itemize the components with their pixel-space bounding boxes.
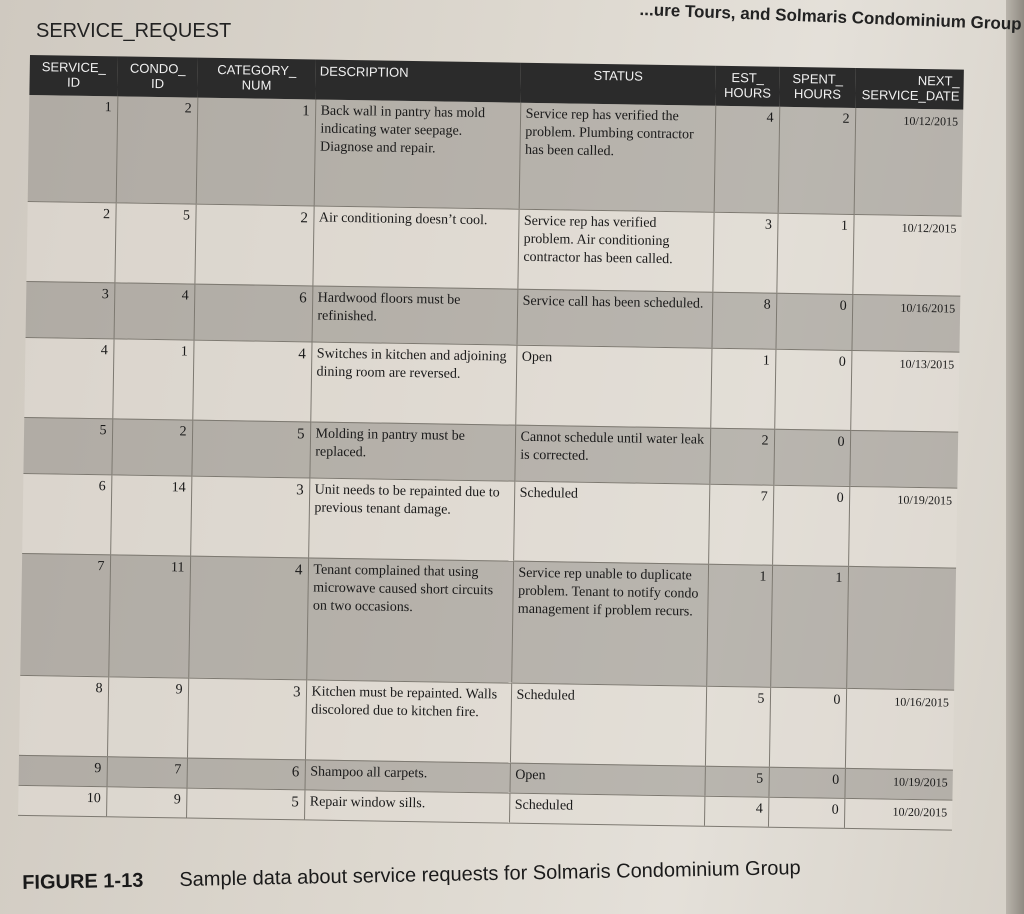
cell-status: Service rep has verified the problem. Plumbing contractor has been called. bbox=[519, 103, 716, 212]
column-header-next-service-date: NEXT_ SERVICE_DATE bbox=[855, 68, 964, 110]
cell-next-service-date: 10/16/2015 bbox=[851, 294, 960, 352]
cell-description: Switches in kitchen and adjoining dining room are reversed. bbox=[310, 341, 516, 424]
cell-status: Service rep unable to duplicate problem. Tenant to notify condo management if problem recurs. bbox=[511, 561, 708, 686]
cell-next-service-date bbox=[849, 430, 958, 488]
cell-next-service-date: 10/19/2015 bbox=[848, 486, 957, 568]
column-header-category-num: CATEGORY_ NUM bbox=[197, 58, 316, 100]
cell-condo-id: 7 bbox=[107, 756, 187, 787]
cell-description: Air conditioning doesn’t cool. bbox=[312, 205, 518, 288]
cell-spent-hours: 0 bbox=[773, 429, 850, 486]
cell-est-hours: 1 bbox=[710, 348, 775, 429]
cell-status: Service call has been scheduled. bbox=[517, 289, 713, 348]
cell-spent-hours: 0 bbox=[775, 293, 852, 350]
cell-description: Repair window sills. bbox=[304, 789, 509, 822]
cell-spent-hours: 0 bbox=[772, 485, 849, 566]
column-header-service-id: SERVICE_ ID bbox=[29, 55, 118, 96]
cell-description: Kitchen must be repainted. Walls discolored due to kitchen fire. bbox=[305, 679, 511, 762]
cell-next-service-date: 10/20/2015 bbox=[844, 798, 952, 830]
cell-est-hours: 4 bbox=[714, 106, 780, 213]
cell-condo-id: 4 bbox=[114, 282, 195, 339]
cell-category-num: 5 bbox=[186, 788, 304, 820]
cell-category-num: 6 bbox=[194, 284, 313, 342]
cell-spent-hours: 0 bbox=[768, 767, 844, 798]
cell-category-num: 5 bbox=[191, 420, 310, 478]
cell-category-num: 1 bbox=[196, 98, 316, 206]
cell-status: Scheduled bbox=[510, 683, 706, 766]
cell-status: Service rep has verified problem. Air conditioning contractor has been called. bbox=[517, 209, 713, 292]
service-request-table-wrap bbox=[18, 55, 964, 830]
cell-service-id: 4 bbox=[24, 337, 113, 418]
cell-service-id: 9 bbox=[19, 755, 107, 786]
cell-description: Shampoo all carpets. bbox=[304, 759, 509, 792]
service-request-table bbox=[18, 55, 964, 830]
cell-condo-id: 9 bbox=[106, 786, 186, 817]
cell-condo-id: 14 bbox=[110, 474, 191, 555]
cell-description: Unit needs to be repainted due to previous tenant damage. bbox=[308, 477, 514, 560]
cell-category-num: 3 bbox=[187, 678, 306, 760]
cell-spent-hours: 0 bbox=[768, 797, 844, 828]
table-row bbox=[24, 337, 959, 432]
cell-status: Open bbox=[515, 345, 711, 428]
cell-description: Molding in pantry must be replaced. bbox=[309, 421, 515, 480]
cell-est-hours: 3 bbox=[712, 212, 777, 293]
column-header-est-hours: EST_ HOURS bbox=[715, 66, 780, 107]
cell-est-hours: 5 bbox=[704, 766, 768, 797]
cell-spent-hours: 2 bbox=[778, 107, 856, 214]
cell-spent-hours: 1 bbox=[776, 213, 853, 294]
table-row bbox=[20, 553, 956, 690]
cell-next-service-date: 10/12/2015 bbox=[852, 214, 961, 296]
cell-status: Scheduled bbox=[509, 793, 704, 826]
cell-category-num: 2 bbox=[194, 204, 313, 286]
cell-service-id: 7 bbox=[20, 553, 110, 676]
cell-est-hours: 8 bbox=[711, 292, 776, 349]
cell-next-service-date bbox=[846, 566, 956, 690]
cell-spent-hours: 1 bbox=[770, 565, 848, 688]
cell-category-num: 4 bbox=[192, 340, 311, 422]
cell-est-hours: 2 bbox=[709, 428, 774, 485]
cell-next-service-date: 10/19/2015 bbox=[844, 768, 952, 800]
cell-est-hours: 1 bbox=[706, 564, 772, 687]
page-edge bbox=[1006, 0, 1024, 914]
cell-status: Cannot schedule until water leak is corrected. bbox=[514, 425, 710, 484]
cell-condo-id: 11 bbox=[108, 554, 190, 677]
column-header-spent-hours: SPENT_ HOURS bbox=[779, 67, 856, 108]
cell-est-hours: 7 bbox=[708, 484, 773, 565]
cell-category-num: 6 bbox=[187, 758, 305, 790]
cell-condo-id: 1 bbox=[112, 338, 193, 419]
cell-est-hours: 5 bbox=[705, 686, 770, 767]
cell-service-id: 8 bbox=[19, 675, 108, 756]
cell-next-service-date: 10/16/2015 bbox=[845, 688, 954, 770]
cell-condo-id: 9 bbox=[107, 676, 188, 757]
cell-service-id: 10 bbox=[18, 785, 106, 816]
cell-condo-id: 5 bbox=[114, 202, 195, 283]
cell-description: Back wall in pantry has mold indicating water seepage. Diagnose and repair. bbox=[314, 99, 521, 208]
cell-est-hours: 4 bbox=[704, 796, 768, 827]
cell-spent-hours: 0 bbox=[769, 687, 846, 768]
figure-caption bbox=[22, 857, 801, 895]
figure-number: FIGURE 1-13 bbox=[22, 869, 144, 894]
figure-caption-text: Sample data about service requests for Solmaris Condominium Group bbox=[179, 857, 801, 891]
running-header: ...ure Tours, and Solmaris Condominium Group bbox=[639, 0, 1022, 34]
cell-description: Hardwood floors must be refinished. bbox=[312, 285, 518, 344]
cell-condo-id: 2 bbox=[116, 96, 198, 203]
table-row bbox=[19, 675, 954, 770]
cell-service-id: 3 bbox=[26, 281, 115, 338]
cell-status: Scheduled bbox=[513, 481, 709, 564]
column-header-description: DESCRIPTION bbox=[315, 59, 521, 102]
table-row bbox=[28, 95, 964, 216]
cell-category-num: 3 bbox=[190, 476, 309, 558]
cell-service-id: 5 bbox=[23, 417, 112, 474]
table-row bbox=[22, 473, 957, 568]
cell-category-num: 4 bbox=[188, 556, 308, 680]
cell-condo-id: 2 bbox=[111, 418, 192, 475]
cell-next-service-date: 10/12/2015 bbox=[854, 108, 964, 216]
cell-service-id: 1 bbox=[28, 95, 118, 202]
cell-service-id: 2 bbox=[26, 201, 115, 282]
table-row bbox=[26, 201, 961, 296]
table-title: SERVICE_REQUEST bbox=[36, 20, 232, 42]
cell-service-id: 6 bbox=[22, 473, 111, 554]
cell-next-service-date: 10/13/2015 bbox=[850, 350, 959, 432]
cell-description: Tenant complained that using microwave caused short circuits on two occasions. bbox=[306, 557, 513, 682]
column-header-condo-id: CONDO_ ID bbox=[117, 56, 198, 97]
cell-status: Open bbox=[509, 763, 704, 796]
cell-spent-hours: 0 bbox=[774, 349, 851, 430]
column-header-status: STATUS bbox=[520, 63, 716, 106]
